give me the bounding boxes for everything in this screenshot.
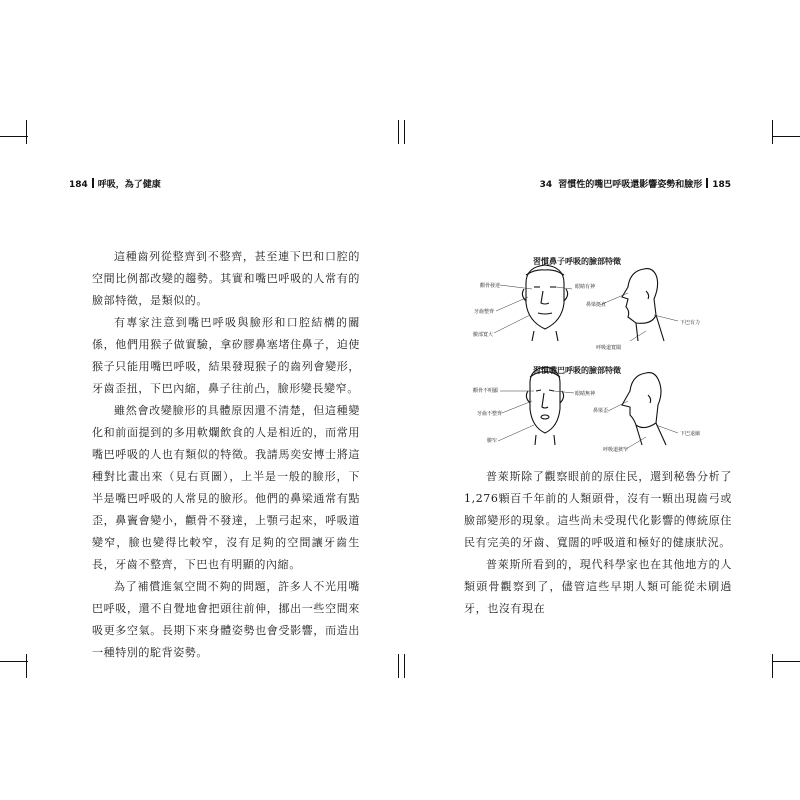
label-face-width: 臉部寬大 (473, 332, 494, 338)
chapter-number: 34 (539, 180, 553, 190)
label-nose-bridge: 鼻梁挺直 (586, 302, 607, 308)
figure-title-nose-breathing: 習慣鼻子呼吸的臉部特徵 (533, 257, 621, 266)
right-running-header (540, 177, 731, 190)
right-body-text (464, 466, 732, 620)
crop-mark (26, 120, 27, 144)
left-body-text (92, 246, 360, 664)
profile-face-nose-breather (622, 269, 664, 341)
crop-mark (0, 661, 28, 662)
crop-mark (0, 136, 28, 137)
crop-mark (772, 661, 800, 662)
label-airway: 呼吸道寬闊 (596, 345, 622, 351)
label-chin: 下巴退縮 (680, 431, 701, 437)
paragraph: 這種齒列從整齊到不整齊，甚至連下巴和口腔的空間比例都改變的趨勢。其實和嘴巴呼吸的人常有的臉部特徵，是類似的。 (92, 250, 360, 307)
paragraph: 雖然會改變臉形的具體原因還不清楚，但這種變化和前面提到的多用軟爛飲食的人是相近的，而常用嘴巴呼吸的人也有類似的特徵。我請馬奕安博士將這種對比畫出來（見右頁圖），上半是一般的臉形，下半是嘴巴呼吸的人常見的臉形。他們的鼻梁通常有點歪，鼻竇會變小，顴骨不發達，上顎弓起來，呼吸道變窄，臉也變得比較窄，沒有足夠的空間讓牙齒生長，牙齒不整齊，下巴也有明顯的內縮。 (92, 404, 360, 571)
label-eye: 眼睛有神 (575, 284, 596, 290)
label-teeth: 牙齒整齊 (474, 309, 495, 315)
crop-mark (772, 136, 800, 137)
front-face-nose-breather (522, 265, 567, 341)
face-comparison-illustration (460, 245, 730, 455)
label-cheekbone: 顴骨不明顯 (473, 388, 499, 394)
profile-face-mouth-breather (622, 373, 666, 445)
crop-mark (398, 654, 399, 678)
label-airway: 呼吸道狹窄 (603, 447, 629, 453)
right-running-head: 習慣性的嘴巴呼吸還影響姿勢和臉形 (558, 180, 703, 190)
label-eye: 眼睛無神 (575, 391, 596, 397)
crop-mark (26, 654, 27, 678)
left-page-number: 184 (69, 180, 88, 190)
label-teeth: 牙齒不整齊 (477, 411, 503, 417)
crop-mark (772, 120, 773, 144)
paragraph: 普萊斯所看到的，現代科學家也在其他地方的人類頭骨觀察到了，儘管這些早期人類可能從未刷過牙，也沒有現在 (464, 558, 732, 615)
label-face-width: 臉窄 (487, 438, 498, 444)
left-running-header (69, 177, 161, 190)
crop-mark (404, 654, 405, 678)
label-nose-bridge: 鼻梁歪 (593, 408, 609, 414)
figure-title-mouth-breathing: 習慣嘴巴呼吸的臉部特徵 (533, 366, 621, 375)
crop-mark (398, 120, 399, 144)
front-face-mouth-breather (526, 367, 563, 445)
paragraph: 普萊斯除了觀察眼前的原住民，還到秘魯分析了1,276顆百千年前的人類頭骨，沒有一顆出現齒弓或臉部變形的現象。這些尚未受現代化影響的傳統原住民有完美的牙齒、寬闊的呼吸道和極好的健康狀況。 (464, 470, 732, 549)
crop-mark (772, 654, 773, 678)
right-page-number: 185 (712, 180, 731, 190)
crop-mark (404, 120, 405, 144)
paragraph: 有專家注意到嘴巴呼吸與臉形和口腔結構的關係，他們用猴子做實驗，拿矽膠鼻塞堵住鼻子，迫使猴子只能用嘴巴呼吸，結果發現猴子的齒列會變形，牙齒歪扭，下巴內縮，鼻子往前凸，臉形變長變窄。 (92, 316, 360, 395)
label-cheekbone: 顴骨發達 (480, 283, 501, 289)
left-running-head: 呼吸，為了健康 (97, 180, 161, 190)
label-chin: 下巴有力 (680, 320, 701, 326)
paragraph: 為了補償進氣空間不夠的問題，許多人不光用嘴巴呼吸，還不自覺地會把頭往前伸，挪出一些空間來吸更多空氣。長期下來身體姿勢也會受影響，而造出一種特別的駝背姿勢。 (92, 580, 360, 659)
